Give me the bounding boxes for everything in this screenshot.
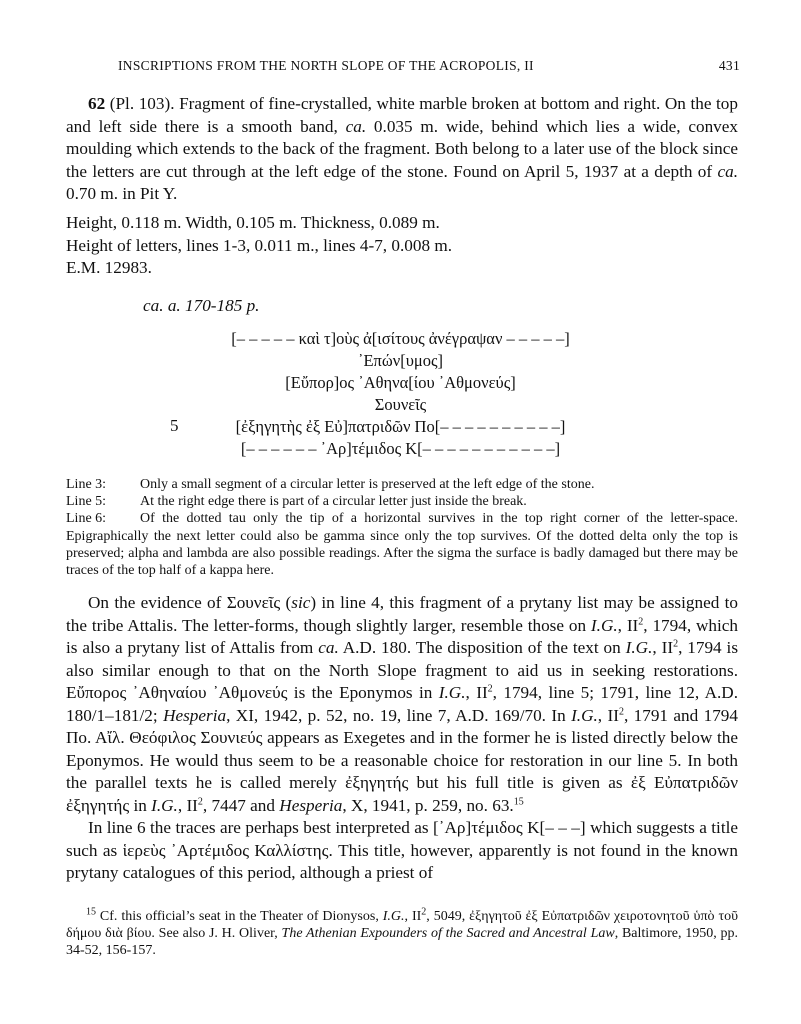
running-header [118,58,740,74]
footnote-text [66,908,738,960]
note-label: Line 3: [66,477,107,492]
entry-text: (Pl. 103). Fragment of fine-crystalled, white marble broken at bottom and right. On the top and left side there is a smooth band, [66,94,738,136]
italic: I.G. [590,615,618,635]
text: is the Eponymos in [287,683,439,702]
italic: I.G. [151,795,178,815]
footnote-number: 15 [86,906,96,918]
discussion-paragraph [66,592,738,885]
text: , Baltimore, 1950, pp. 34-52, 156-157. [66,926,738,959]
text: , 5049, [426,909,470,924]
italic: I.G. [571,705,598,725]
text: , 1794 is also similar enough to that on the North Slope fragment to aid us in seeking restorations. [66,638,739,680]
entry-text: 0.035 m. wide, behind which lies a wide, convex moulding which extends to the back of the fragment. Both belong to a later use of the block since the letters are cut through at the left edge of the stone. Found on April 5, 1937 at a depth of [66,116,739,181]
entry-paragraph [66,93,738,206]
greek: ἱερεὺς ᾿Αρτέμιδος Καλλίστης [122,840,329,860]
entry-abbrev: ca. [717,161,738,181]
letter-heights: Height of letters, lines 1-3, 0.011 m., lines 4-7, 0.008 m. [66,235,453,255]
note-label: Line 5: [66,494,107,510]
superscript: 2 [197,795,203,807]
text: , XI, 1942, p. 52, no. 19, line 7, A.D. 169/70. In [226,705,572,725]
note-text: Of the dotted tau only the tip of a horizontal survives in the top right corner of the letter-space. Epigraphically the next letter could also be gamma since only the top survives. Of the dotted delta only the top is preserved; alpha and lambda are also possible readings. After the sigma the surface is badly damaged but there may be traces of the top half of a kappa here. [66,511,738,579]
text: . This title, however, apparently is not found in the known prytany catalogues of this period, although a priest of [66,840,738,882]
text: appears as Exegetes and in the former he is listed directly below the Eponymos. He would thus seem to be a reasonable choice for restoration in our line 5. In both the parallel texts he is called merely [66,728,739,792]
superscript: 2 [638,615,644,627]
text: , 1794, which is also a prytany list of Attalis from [66,615,738,657]
italic: Hesperia [279,795,343,815]
text: In line 6 the traces are perhaps best interpreted as [88,818,434,837]
greek: ἐξηγητοῦ ἐξ Εὐπατριδῶν χειροτονητοῦ ὑπὸ τοῦ δήμου διὰ βίου [66,909,738,942]
text: On the evidence of [88,593,227,612]
note-label: Line 6: [66,511,107,527]
note-text: Only a small segment of a circular letter is preserved at the left edge of the stone. [140,477,595,492]
inscription-line-3: [Εὔπορ]ος ᾿Αθηνα[ίου ᾿Αθμονεύς] [285,373,516,392]
entry-number: 62 [88,94,106,113]
note-line-6 [66,510,738,579]
text: which suggests a title such as [66,818,738,860]
entry-abbrev: ca. [345,116,367,136]
italic: I.G. [382,909,405,924]
entry-text: 0.70 m. in Pit Y. [66,184,178,203]
note-line-5 [66,493,738,510]
italic: sic [291,593,311,612]
footnote [66,908,738,960]
inscription-line-4: Σουνεῖς [374,395,427,414]
greek: Πο. Αἴλ. Θεόφιλος Σουνιεύς [66,728,263,747]
inscription-line-5: [ἐξηγητὴς ἐξ Εὐ]πατριδῶν Πο[– – – – – – – – – –] [235,417,566,436]
text: , II [465,683,488,702]
greek: ἐξ Εὐπατριδῶν ἐξηγητής [66,773,738,815]
inscription-line-1: [– – – – – καὶ τ]οὺς ἀ[ισίτους ἀνέγραψαν – – – – –] [231,329,570,348]
measurements [66,212,452,280]
text: but his full title is given as [408,773,631,792]
text: in [129,795,152,815]
superscript: 2 [618,705,624,717]
line-number: 5 [170,416,179,435]
text: , II [617,615,639,635]
superscript: 2 [487,683,493,695]
superscript: 2 [673,638,679,650]
text: , 1791 and 1794 [623,705,738,725]
date-line: ca. a. 170-185 p. [143,296,260,315]
inscription-text [0,320,801,460]
text: , II [404,909,422,924]
museum-number: E.M. 12983. [66,258,152,277]
inscription-line-6: [– – – – – – ᾿Αρ]τέμιδος Κ[– – – – – – – – – – –] [240,439,561,458]
dimensions: Height, 0.118 m. Width, 0.105 m. Thickness, 0.089 m. [66,213,440,232]
greek: Σουνεῖς [226,593,281,612]
text: ) in line 4, this fragment of a prytany list may be assigned to the tribe Attalis. The letter-forms, though slightly larger, resemble those on [66,593,738,635]
italic: I.G. [438,683,466,702]
greek: [᾿Αρ]τέμιδος Κ[– – –] [433,818,586,837]
text: , 1794, line 5; 1791, line 12, A.D. 180/1–181/2; [66,683,738,725]
note-line-3 [66,476,738,493]
greek: ἐξηγητής [345,773,409,792]
text: Cf. this official’s seat in the Theater of Dionysos, [96,909,383,924]
italic: ca. [318,638,339,657]
italic: Hesperia [163,705,227,725]
superscript: 2 [421,906,427,918]
text: , II [597,705,619,725]
apparatus-notes [66,476,738,579]
text: , II [177,795,198,815]
footnote-ref: 15 [513,795,524,807]
text: , II [652,638,674,657]
italic: I.G. [625,638,653,657]
text: A.D. 180. The disposition of the text on [338,638,626,657]
running-title: INSCRIPTIONS FROM THE NORTH SLOPE OF THE ACROPOLIS, II [118,58,534,73]
text: . See also J. H. Oliver, [151,926,282,942]
greek: Εὔπορος ᾿Αθηναίου ᾿Αθμονεύς [66,683,288,702]
italic: The Athenian Expounders of the Sacred and Ancestral Law [281,926,615,942]
text: ( [280,593,292,612]
inscription-line-2: ᾿Επών[υμος] [357,351,443,370]
note-text: At the right edge there is part of a circular letter just inside the break. [140,494,527,510]
text: , 7447 and [202,795,280,815]
text: , X, 1941, p. 259, no. 63. [342,795,514,815]
page-number: 431 [718,58,740,73]
